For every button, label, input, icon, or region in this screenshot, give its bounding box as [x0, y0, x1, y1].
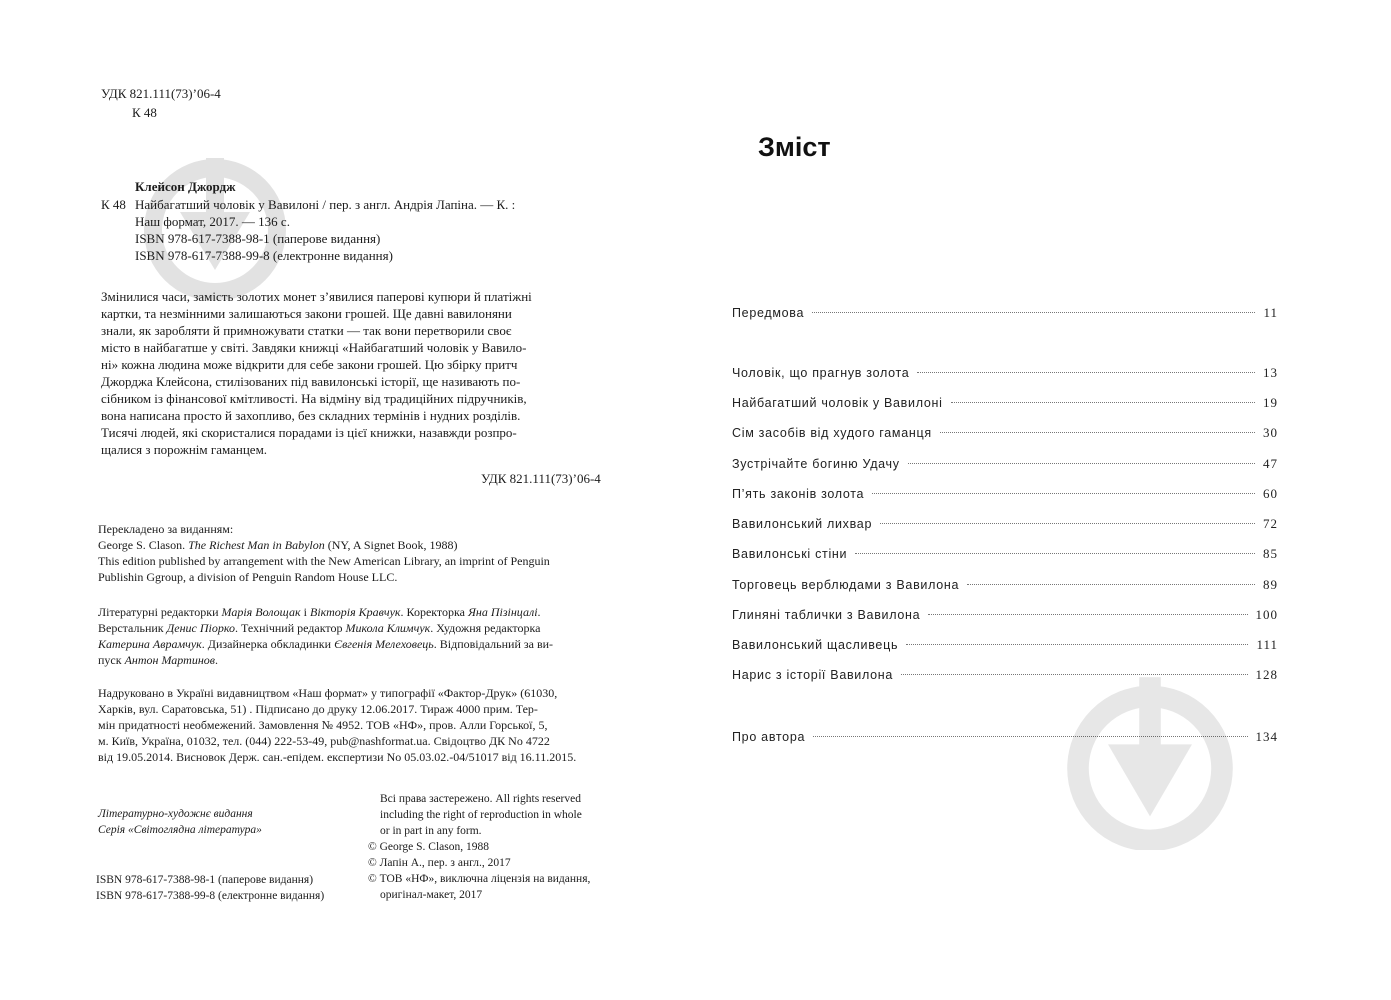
- edition-type: [98, 806, 262, 838]
- credits-line: [98, 620, 553, 636]
- toc-page-number: 72: [1263, 516, 1278, 531]
- book-abstract: [101, 288, 621, 458]
- catalog-line: ISBN 978-617-7388-98-1 (паперове видання): [135, 231, 381, 246]
- credit-label: і: [300, 605, 310, 619]
- edition-line: This edition published by arrangement with the New American Library, an imprint of Penguin: [98, 554, 550, 568]
- catalog-entry: [135, 196, 515, 264]
- toc-leader: [951, 402, 1255, 403]
- credit-label: . Технічний редактор: [235, 621, 346, 635]
- copyright-line: © ТОВ «НФ», виключна ліцензія на видання,: [368, 873, 591, 885]
- toc-leader: [812, 312, 1255, 313]
- isbn-block: [96, 872, 324, 904]
- toc-entry[interactable]: [732, 607, 1278, 627]
- toc-entry-title: Передмова: [732, 306, 805, 320]
- toc-entry[interactable]: [732, 486, 1278, 506]
- toc-leader: [928, 614, 1247, 615]
- toc-entry[interactable]: [732, 305, 1278, 325]
- toc-entry[interactable]: [732, 667, 1278, 687]
- toc-entry-title: Сім засобів від худого гаманця: [732, 426, 932, 440]
- copyright-line: © George S. Clason, 1988: [368, 841, 489, 853]
- translated-from-label: Перекладено за виданням:: [98, 522, 234, 536]
- toc-entry-title: Чоловік, що прагнув золота: [732, 366, 910, 380]
- credit-name: Денис Піорко: [166, 621, 236, 635]
- toc-entry-title: Торговець верблюдами з Вавилона: [732, 578, 960, 592]
- abstract-line: знали, як заробляти й примножувати статки — так вони перетворили своє: [101, 323, 512, 338]
- toc-page-number: 111: [1256, 637, 1278, 652]
- toc-leader: [917, 372, 1255, 373]
- toc-page-number: 11: [1263, 305, 1278, 320]
- printing-line: Харків, вул. Саратовська, 51) . Підписано до друку 12.06.2017. Тираж 4000 прим. Тер-: [98, 702, 538, 716]
- toc-entry-title: Вавилонські стіни: [732, 547, 848, 561]
- toc-page-number: 13: [1263, 365, 1278, 380]
- abstract-line: Змінилися часи, замість золотих монет з’явилися паперові купюри й платіжні: [101, 289, 532, 304]
- credit-name: Марія Волощак: [221, 605, 301, 619]
- original-publisher: (NY, A Signet Book, 1988): [324, 538, 458, 552]
- toc-leader: [872, 493, 1255, 494]
- credit-label: .: [214, 653, 218, 667]
- toc-leader: [855, 553, 1255, 554]
- credit-name: Євгенія Мелеховець: [334, 637, 434, 651]
- original-author: George S. Clason.: [98, 538, 189, 552]
- original-title: The Richest Man in Babylon: [188, 538, 325, 552]
- abstract-line: щалися з порожнім гаманцем.: [101, 442, 268, 457]
- credit-name: Яна Пізінцалі: [468, 605, 538, 619]
- udk-header: УДК 821.111(73)’06-4: [101, 86, 221, 101]
- series-line: Серія «Світоглядна література»: [98, 824, 262, 836]
- toc-entry-title: Нарис з історії Вавилона: [732, 668, 894, 682]
- abstract-line: картки, та незмінними залишаються закони грошей. Ще давні вавилоняни: [101, 306, 512, 321]
- credit-label: . Відповідальний за ви-: [433, 637, 554, 651]
- credit-label: . Коректорка: [400, 605, 468, 619]
- credit-name: Микола Климчук: [345, 621, 431, 635]
- toc-leader: [940, 432, 1255, 433]
- translation-source: [98, 521, 550, 585]
- abstract-line: сібником із фінансової кмітливості. На відміну від традиційних підручників,: [101, 391, 527, 406]
- credit-name: Антон Мартинов: [124, 653, 215, 667]
- toc-entry-title: Зустрічайте богиню Удачу: [732, 457, 900, 471]
- credit-label: Літературні редакторки: [98, 605, 222, 619]
- rights-line: Всі права застережено. All rights reserved: [380, 793, 581, 805]
- toc-page-number: 30: [1263, 425, 1278, 440]
- toc-page-number: 128: [1255, 667, 1278, 682]
- author-name: Клейсон Джордж: [135, 179, 236, 194]
- toc-page-number: 19: [1263, 395, 1278, 410]
- toc-entry[interactable]: [732, 577, 1278, 597]
- catalog-line: Найбагатший чоловік у Вавилоні / пер. з англ. Андрія Лапіна. — К. :: [135, 197, 516, 212]
- rights-block: [368, 791, 590, 903]
- edition-line: Publishin Ggroup, a division of Penguin Random House LLC.: [98, 570, 398, 584]
- toc-entry-title: П’ять законів золота: [732, 487, 865, 501]
- credits-line: [98, 636, 553, 652]
- isbn-paper: ISBN 978-617-7388-98-1 (паперове видання): [96, 874, 314, 886]
- toc-leader: [908, 463, 1255, 464]
- credits-line: [98, 604, 553, 620]
- abstract-line: Джорджа Клейсона, стилізованих під вавилонські історії, ще називають по-: [101, 374, 521, 389]
- toc-entry-title: Про автора: [732, 730, 806, 744]
- credit-label: .: [537, 605, 541, 619]
- toc-entry-title: Найбагатший чоловік у Вавилоні: [732, 396, 943, 410]
- toc-entry[interactable]: [732, 729, 1278, 749]
- toc-page: [700, 0, 1391, 1000]
- printing-line: м. Київ, Україна, 01032, тел. (044) 222-53-49, pub@nashformat.ua. Свідоцтво ДК No 4722: [98, 734, 550, 748]
- catalog-line: Наш формат, 2017. — 136 с.: [135, 214, 290, 229]
- credits: [98, 604, 553, 668]
- toc-entry[interactable]: [732, 546, 1278, 566]
- toc-entry[interactable]: [732, 637, 1278, 657]
- copyright-line: © Лапін А., пер. з англ., 2017: [368, 857, 511, 869]
- credit-name: Вікторія Кравчук: [309, 605, 401, 619]
- catalog-line: ISBN 978-617-7388-99-8 (електронне видання): [135, 248, 393, 263]
- catalog-code: К 48: [101, 197, 126, 212]
- credit-label: Верстальник: [98, 621, 167, 635]
- toc-title: Зміст: [758, 132, 831, 162]
- abstract-line: вона написана просто й захопливо, без складних термінів і нудних розділів.: [101, 408, 521, 423]
- toc-entry[interactable]: [732, 395, 1278, 415]
- original-edition: [98, 537, 550, 553]
- toc-entry-title: Глиняні таблички з Вавилона: [732, 608, 921, 622]
- abstract-line: Тисячі людей, які скористалися порадами із цієї книжки, назавжди розпро-: [101, 425, 517, 440]
- author-mark: К 48: [132, 105, 157, 120]
- toc-leader: [967, 584, 1255, 585]
- credit-label: пуск: [98, 653, 125, 667]
- toc-entry-title: Вавилонський щасливець: [732, 638, 899, 652]
- credits-line: [98, 652, 553, 668]
- credit-name: Катерина Аврамчук: [98, 637, 202, 651]
- printing-line: мін придатності необмежений. Замовлення № 4952. ТОВ «НФ», пров. Алли Горської, 5,: [98, 718, 548, 732]
- toc-leader: [880, 523, 1255, 524]
- toc-page-number: 85: [1263, 546, 1278, 561]
- toc-page-number: 60: [1263, 486, 1278, 501]
- copyright-line: оригінал-макет, 2017: [380, 889, 483, 901]
- abstract-udk: УДК 821.111(73)’06-4: [481, 471, 601, 486]
- rights-line: including the right of reproduction in whole: [380, 809, 582, 821]
- toc-leader: [901, 674, 1247, 675]
- download-arrow-icon: [1060, 670, 1240, 850]
- toc-page-number: 89: [1263, 577, 1278, 592]
- toc-entry[interactable]: [732, 365, 1278, 385]
- genre-line: Літературно-художнє видання: [98, 808, 253, 820]
- toc-entry-title: Вавилонський лихвар: [732, 517, 873, 531]
- toc-page-number: 134: [1255, 729, 1278, 744]
- toc-page-number: 100: [1255, 607, 1278, 622]
- toc-entry[interactable]: [732, 516, 1278, 536]
- toc-leader: [813, 736, 1247, 737]
- printing-line: від 19.05.2014. Висновок Держ. сан.-епідем. експертизи No 05.03.02.-04/51017 від 16.11.2015.: [98, 750, 577, 764]
- printing-line: Надруковано в Україні видавництвом «Наш формат» у типографії «Фактор-Друк» (61030,: [98, 686, 558, 700]
- printing-info: [98, 685, 576, 765]
- imprint-page: [0, 0, 690, 1000]
- abstract-line: ні» кожна людина може відкрити для себе закони грошей. Цю збірку притч: [101, 357, 518, 372]
- credit-label: . Художня редакторка: [430, 621, 541, 635]
- rights-line: or in part in any form.: [380, 825, 482, 837]
- toc-leader: [906, 644, 1248, 645]
- toc-entry[interactable]: [732, 425, 1278, 445]
- toc-entry[interactable]: [732, 456, 1278, 476]
- isbn-electronic: ISBN 978-617-7388-99-8 (електронне видання): [96, 890, 325, 902]
- toc-page-number: 47: [1263, 456, 1278, 471]
- credit-label: . Дизайнерка обкладинки: [201, 637, 335, 651]
- abstract-line: місто в найбагатше у світі. Завдяки книжці «Найбагатший чоловік у Вавило-: [101, 340, 527, 355]
